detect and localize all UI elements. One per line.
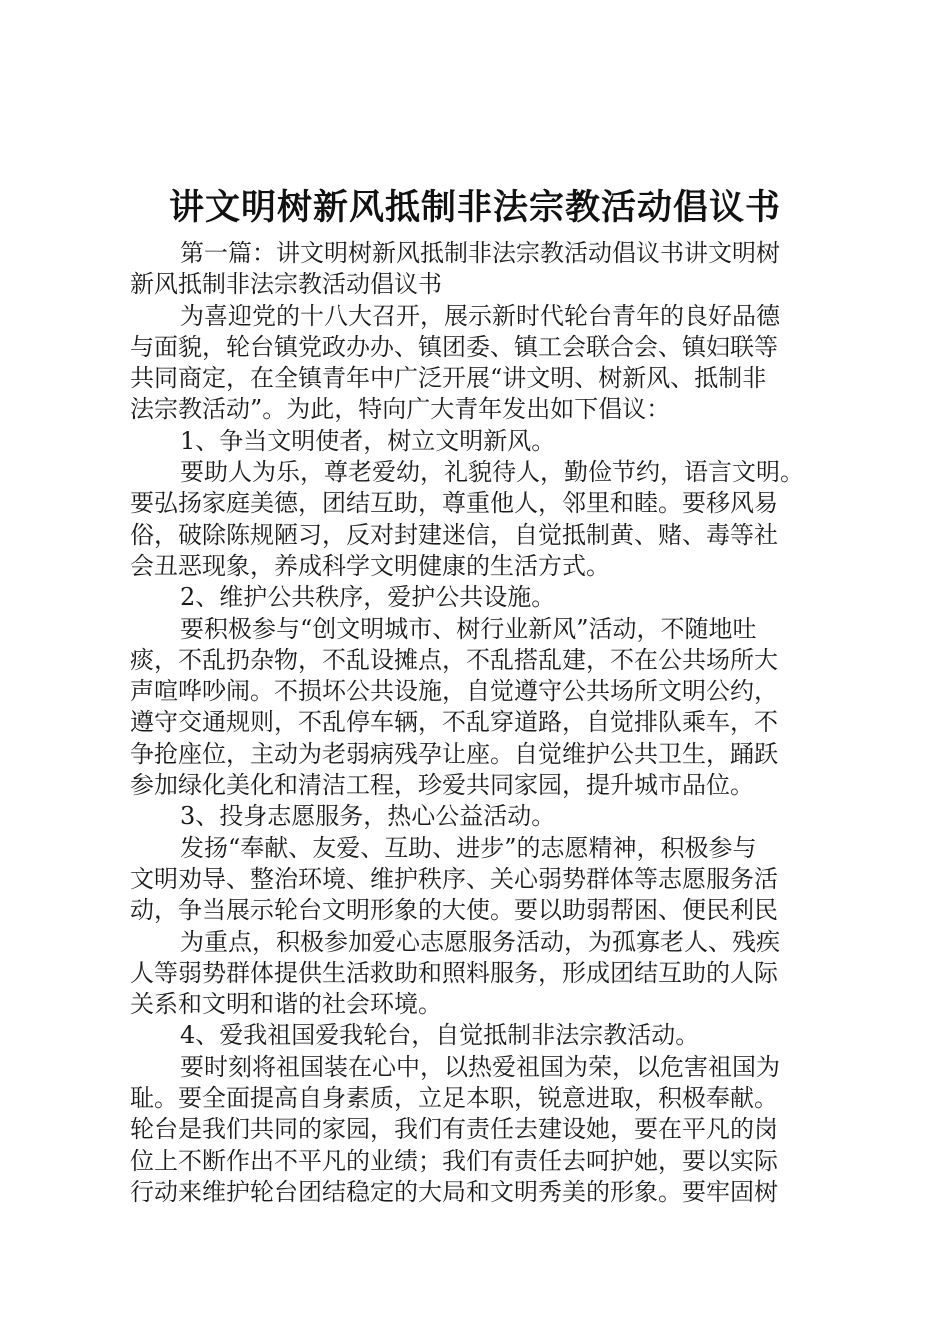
text-line: 与面貌，轮台镇党政办办、镇团委、镇工会联合会、镇妇联等 (130, 332, 778, 361)
text-line: 共同商定，在全镇青年中广泛开展“讲文明、树新风、抵制非 (130, 364, 767, 393)
text-line: 要时刻将祖国装在心中，以热爱祖国为荣，以危害祖国为 (180, 1052, 780, 1081)
text-line: 关系和文明和谐的社会环境。 (130, 990, 442, 1019)
text-line: 4、爱我祖国爱我轮台，自觉抵制非法宗教活动。 (180, 1021, 700, 1050)
text-line: 俗，破除陈规陋习，反对封建迷信，自觉抵制黄、赌、毒等社 (130, 520, 778, 549)
text-line: 轮台是我们共同的家园，我们有责任去建设她，要在平凡的岗 (130, 1115, 778, 1144)
text-line: 法宗教活动”。为此，特向广大青年发出如下倡议： (130, 395, 671, 424)
document-body (130, 238, 830, 1208)
text-line: 人等弱势群体提供生活救助和照料服务，形成团结互助的人际 (130, 958, 778, 987)
text-line: 位上不断作出不平凡的业绩；我们有责任去呵护她，要以实际 (130, 1146, 778, 1175)
text-line: 要积极参与“创文明城市、树行业新风”活动，不随地吐 (180, 614, 757, 643)
text-line: 声喧哗吵闹。不损坏公共设施，自觉遵守公共场所文明公约， (130, 677, 778, 706)
text-line: 文明劝导、整治环境、维护秩序、关心弱势群体等志愿服务活 (130, 864, 778, 893)
text-line: 3、投身志愿服务，热心公益活动。 (180, 802, 556, 831)
text-line: 争抢座位，主动为老弱病残孕让座。自觉维护公共卫生，踊跃 (130, 739, 778, 768)
text-line: 动，争当展示轮台文明形象的大使。要以助弱帮困、便民利民 (130, 896, 778, 925)
text-line: 2、维护公共秩序，爱护公共设施。 (180, 583, 556, 612)
text-line: 发扬“奉献、友爱、互助、进步”的志愿精神，积极参与 (180, 833, 757, 862)
text-line: 1、争当文明使者，树立文明新风。 (180, 426, 556, 455)
text-line: 要弘扬家庭美德，团结互助，尊重他人，邻里和睦。要移风易 (130, 489, 778, 518)
text-line: 第一篇：讲文明树新风抵制非法宗教活动倡议书讲文明树 (180, 239, 780, 267)
text-line: 会丑恶现象，养成科学文明健康的生活方式。 (130, 551, 610, 580)
text-line: 为重点，积极参加爱心志愿服务活动，为孤寡老人、残疾 (180, 927, 780, 956)
text-line: 行动来维护轮台团结稳定的大局和文明秀美的形象。要牢固树 (130, 1177, 778, 1206)
text-line: 痰，不乱扔杂物，不乱设摊点，不乱搭乱建，不在公共场所大 (130, 645, 778, 674)
text-line: 新风抵制非法宗教活动倡议书 (130, 270, 442, 299)
text-line: 参加绿化美化和清洁工程，珍爱共同家园，提升城市品位。 (130, 771, 754, 800)
document-title: 讲文明树新风抵制非法宗教活动倡议书 (168, 187, 781, 228)
text-line: 遵守交通规则，不乱停车辆，不乱穿道路，自觉排队乘车，不 (130, 708, 778, 737)
text-line: 耻。要全面提高自身素质，立足本职，锐意进取，积极奉献。 (130, 1084, 778, 1113)
text-line: 为喜迎党的十八大召开，展示新时代轮台青年的良好品德 (180, 301, 780, 330)
text-line: 要助人为乐，尊老爱幼，礼貌待人，勤俭节约，语言文明。 (180, 458, 804, 487)
